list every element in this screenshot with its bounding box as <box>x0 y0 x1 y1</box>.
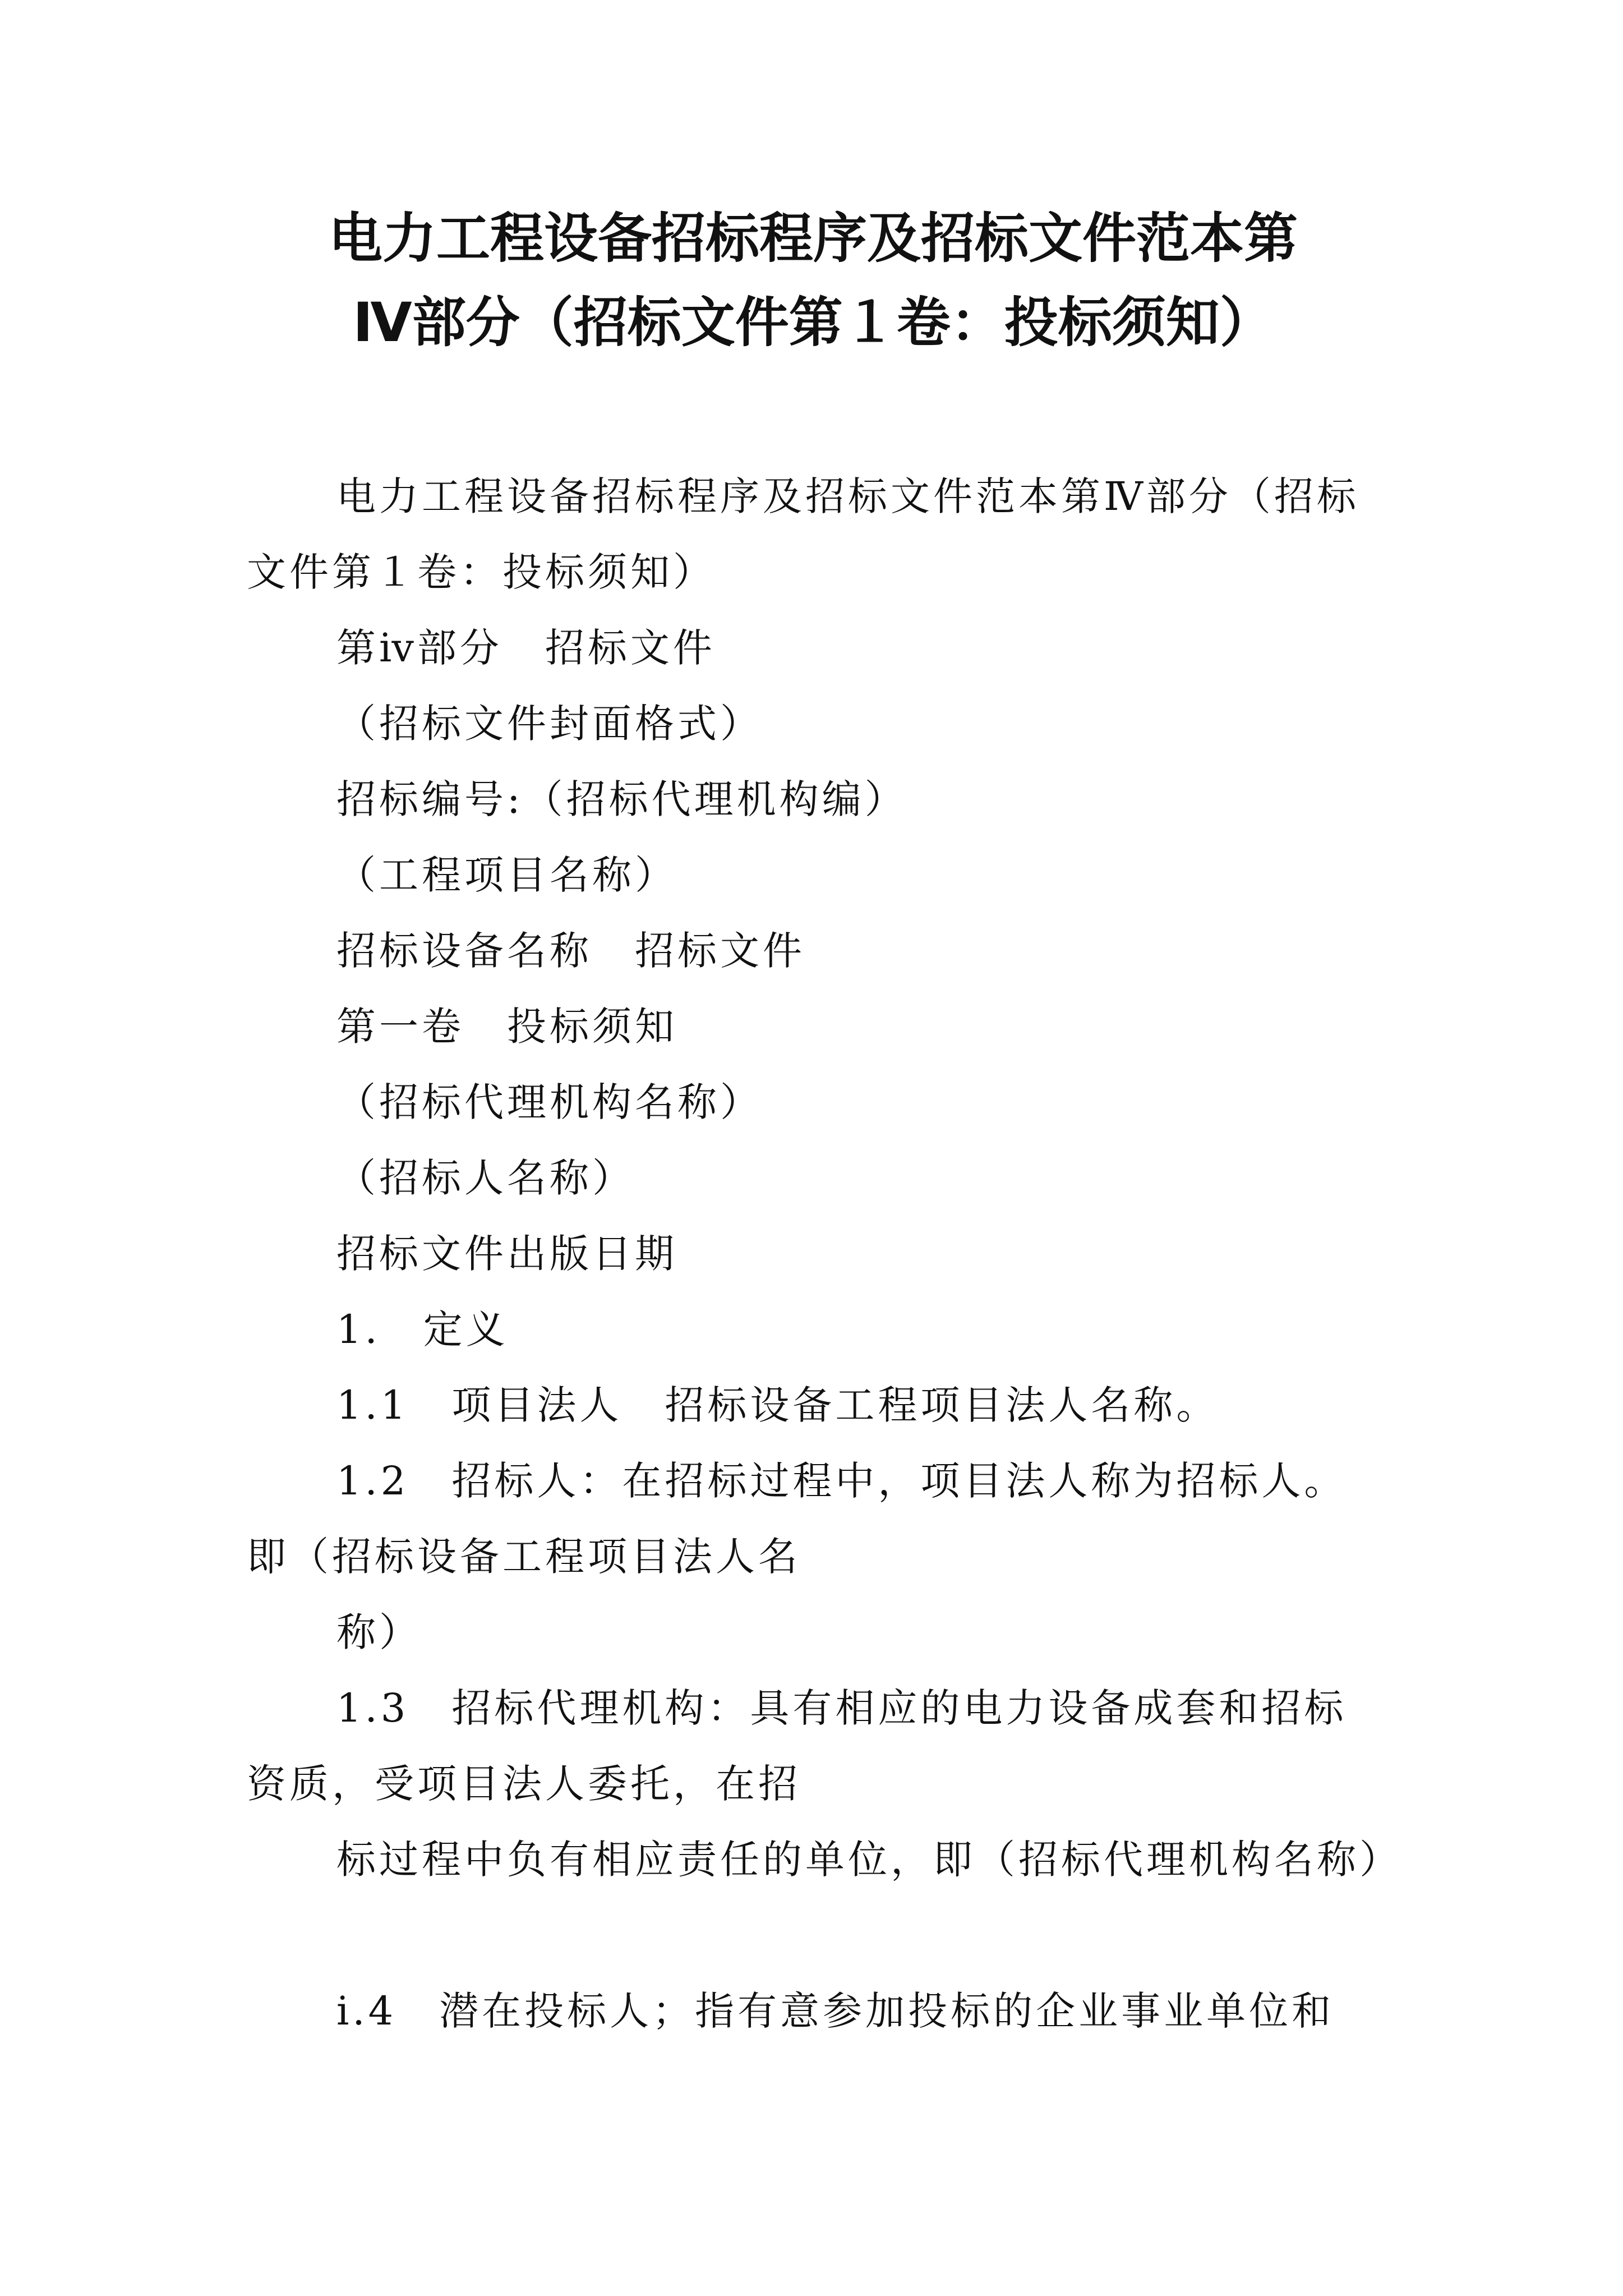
paragraph-agency-name: （招标代理机构名称） <box>336 1079 763 1125</box>
paragraph-intro-line-2: 文件第１卷：投标须知） <box>247 549 716 595</box>
section-1-definitions: 1. 定义 <box>336 1306 509 1352</box>
section-1-3-line-3: 标过程中负有相应责任的单位，即（招标代理机构名称） <box>336 1837 1402 1883</box>
section-1-3-line-1: 1.3 招标代理机构：具有相应的电力设备成套和招标 <box>336 1685 1347 1731</box>
document-title <box>241 196 1385 365</box>
paragraph-tenderer-name: （招标人名称） <box>336 1155 635 1201</box>
paragraph-project-name: （工程项目名称） <box>336 852 677 898</box>
section-1-4-line-1: i.4 潜在投标人；指有意参加投标的企业事业单位和 <box>336 1988 1335 2034</box>
section-1-2-line-2: 即（招标设备工程项目法人名 <box>247 1534 801 1580</box>
section-1-3-line-2: 资质，受项目法人委托，在招 <box>247 1761 801 1807</box>
section-1-2-line-1: 1.2 招标人：在招标过程中，项目法人称为招标人。 <box>336 1458 1347 1504</box>
paragraph-equipment-name: 招标设备名称 招标文件 <box>336 928 805 974</box>
paragraph-cover-format: （招标文件封面格式） <box>336 701 763 747</box>
title-line-1: 电力工程设备招标程序及招标文件范本第 <box>329 207 1298 270</box>
paragraph-part-heading: 第ⅳ部分 招标文件 <box>336 625 716 671</box>
paragraph-publish-date: 招标文件出版日期 <box>336 1231 677 1277</box>
section-1-2-line-3: 称） <box>336 1609 422 1655</box>
title-line-2: Ⅳ部分（招标文件第１卷：投标须知） <box>353 291 1274 354</box>
paragraph-intro-line-1: 电力工程设备招标程序及招标文件范本第Ⅳ部分（招标 <box>336 473 1359 519</box>
paragraph-volume-one: 第一卷 投标须知 <box>336 1004 677 1050</box>
section-1-1: 1.1 项目法人 招标设备工程项目法人名称。 <box>336 1382 1219 1428</box>
paragraph-tender-number: 招标编号:（招标代理机构编） <box>336 776 907 822</box>
